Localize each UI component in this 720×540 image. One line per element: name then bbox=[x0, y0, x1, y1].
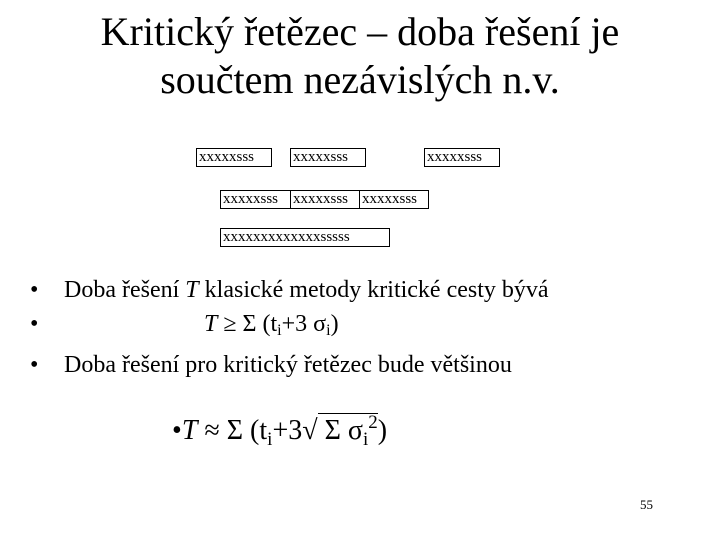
bullet-marker: • bbox=[30, 352, 39, 378]
critical-chain-box: xxxxxxxxxxxxxsssss bbox=[220, 228, 390, 247]
bullet-marker: • bbox=[30, 311, 39, 337]
bullet-item bbox=[30, 273, 710, 307]
page-number: 55 bbox=[640, 497, 653, 512]
bullet-list bbox=[30, 273, 710, 382]
chain-formula: •T ≈ Σ ($t_i+3√$ Σ $\sigma_i^2$) bbox=[172, 412, 388, 450]
task-box: xxxxxsss bbox=[359, 190, 429, 209]
bullet-text: Doba řešení T klasické metody kritické cesty bývá bbox=[64, 277, 549, 303]
task-box: xxxxxsss bbox=[220, 190, 291, 209]
bullet-marker: • bbox=[172, 415, 182, 446]
sqrt-symbol: √ bbox=[302, 415, 318, 446]
title-line-1: Kritický řetězec – doba řešení je bbox=[100, 9, 620, 54]
task-box: xxxxxsss bbox=[196, 148, 272, 167]
title-line-2: součtem nezávislých n.v. bbox=[160, 57, 560, 102]
bullet-text: Doba řešení pro kritický řetězec bude většinou bbox=[64, 352, 512, 378]
inline-formula: T ≥ Σ ($t_i+3$ $\sigma_i$) bbox=[204, 311, 339, 339]
bullet-marker: • bbox=[30, 277, 39, 303]
slide-title bbox=[0, 8, 720, 104]
task-box: xxxxxsss bbox=[290, 148, 366, 167]
bullet-item bbox=[30, 307, 710, 348]
task-box: xxxxxsss bbox=[424, 148, 500, 167]
bullet-item bbox=[30, 348, 710, 382]
task-box: xxxxxsss bbox=[290, 190, 360, 209]
